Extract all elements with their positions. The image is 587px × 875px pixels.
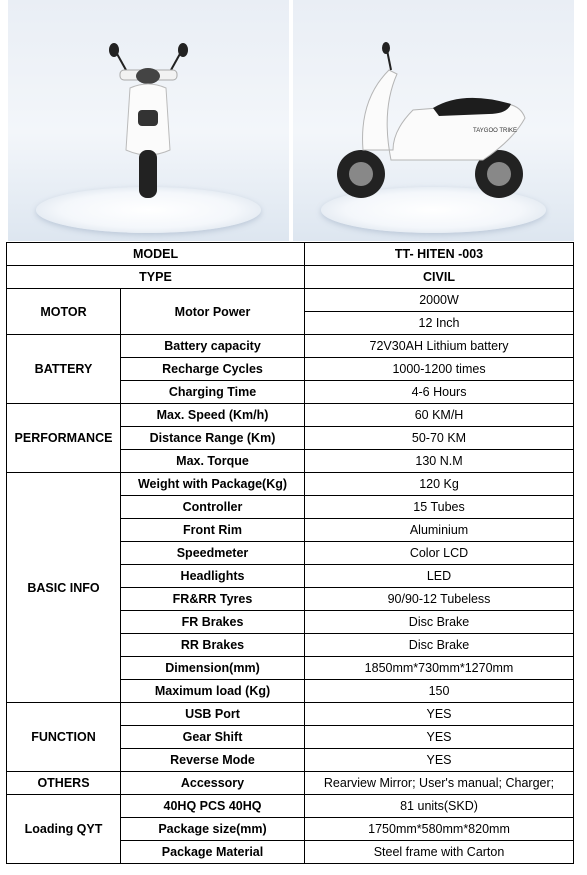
spec-label: Charging Time <box>121 381 305 404</box>
spec-label: FR&RR Tyres <box>121 588 305 611</box>
spec-value: 15 Tubes <box>305 496 574 519</box>
scooter-front-image <box>8 0 289 241</box>
table-row <box>7 335 574 358</box>
table-row <box>7 703 574 726</box>
spec-value: 72V30AH Lithium battery <box>305 335 574 358</box>
group-label-others: OTHERS <box>7 772 121 795</box>
spec-value: YES <box>305 726 574 749</box>
spec-table <box>6 242 574 864</box>
spec-label: Battery capacity <box>121 335 305 358</box>
product-photos <box>8 0 574 241</box>
type-value: CIVIL <box>305 266 574 289</box>
spec-value: 1750mm*580mm*820mm <box>305 818 574 841</box>
spec-label: Package Material <box>121 841 305 864</box>
spec-label: RR Brakes <box>121 634 305 657</box>
spec-value: 1000-1200 times <box>305 358 574 381</box>
spec-label: 40HQ PCS 40HQ <box>121 795 305 818</box>
group-label-motor: MOTOR <box>7 289 121 335</box>
spec-label: Max. Torque <box>121 450 305 473</box>
spec-value: Color LCD <box>305 542 574 565</box>
group-label-basic-info: BASIC INFO <box>7 473 121 703</box>
spec-label: Max. Speed (Km/h) <box>121 404 305 427</box>
spec-value: LED <box>305 565 574 588</box>
table-row-type <box>7 266 574 289</box>
group-label-performance: PERFORMANCE <box>7 404 121 473</box>
spec-value: YES <box>305 749 574 772</box>
table-row <box>7 404 574 427</box>
spec-label: Headlights <box>121 565 305 588</box>
table-row <box>7 795 574 818</box>
spec-label: Dimension(mm) <box>121 657 305 680</box>
group-label-loading-qyt: Loading QYT <box>7 795 121 864</box>
spec-label: Controller <box>121 496 305 519</box>
spec-value: 120 Kg <box>305 473 574 496</box>
type-label: TYPE <box>7 266 305 289</box>
spec-label: Front Rim <box>121 519 305 542</box>
group-label-battery: BATTERY <box>7 335 121 404</box>
spec-label: Maximum load (Kg) <box>121 680 305 703</box>
spec-value: Aluminium <box>305 519 574 542</box>
spec-value: YES <box>305 703 574 726</box>
table-row <box>7 473 574 496</box>
spec-label: Weight with Package(Kg) <box>121 473 305 496</box>
spec-label: FR Brakes <box>121 611 305 634</box>
table-row-model <box>7 243 574 266</box>
spec-label: Package size(mm) <box>121 818 305 841</box>
scooter-front-photo <box>8 0 289 241</box>
model-label: MODEL <box>7 243 305 266</box>
scooter-side-image <box>293 0 574 241</box>
spec-value: 2000W <box>305 289 574 312</box>
spec-label: Reverse Mode <box>121 749 305 772</box>
spec-value: 50-70 KM <box>305 427 574 450</box>
spec-label: Accessory <box>121 772 305 795</box>
spec-value: Rearview Mirror; User's manual; Charger; <box>305 772 574 795</box>
spec-value: 4-6 Hours <box>305 381 574 404</box>
spec-value: Disc Brake <box>305 634 574 657</box>
table-row <box>7 289 574 312</box>
spec-label: Distance Range (Km) <box>121 427 305 450</box>
spec-label: USB Port <box>121 703 305 726</box>
spec-value: 12 Inch <box>305 312 574 335</box>
table-row <box>7 772 574 795</box>
scooter-side-photo <box>293 0 574 241</box>
model-value: TT- HITEN -003 <box>305 243 574 266</box>
spec-value: Steel frame with Carton <box>305 841 574 864</box>
spec-value: 1850mm*730mm*1270mm <box>305 657 574 680</box>
spec-value: 81 units(SKD) <box>305 795 574 818</box>
decal-text: TAYGOO TRIKE <box>473 128 518 134</box>
spec-value: 90/90-12 Tubeless <box>305 588 574 611</box>
spec-label: Gear Shift <box>121 726 305 749</box>
group-label-function: FUNCTION <box>7 703 121 772</box>
spec-value: 150 <box>305 680 574 703</box>
spec-value: Disc Brake <box>305 611 574 634</box>
spec-value: 60 KM/H <box>305 404 574 427</box>
spec-label: Speedmeter <box>121 542 305 565</box>
spec-label: Motor Power <box>121 289 305 335</box>
spec-value: 130 N.M <box>305 450 574 473</box>
spec-label: Recharge Cycles <box>121 358 305 381</box>
